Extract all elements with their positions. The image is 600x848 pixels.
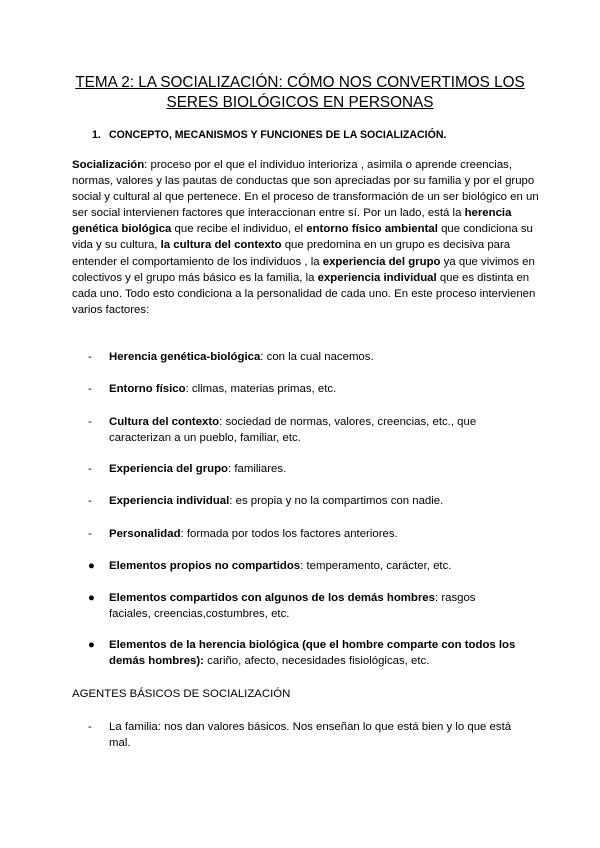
list-marker: - xyxy=(88,495,92,507)
list-item-desc: : temperamento, carácter, etc. xyxy=(300,560,452,572)
list-item-text: La familia: nos dan valores básicos. Nos enseñan lo que está bien y lo que está mal. xyxy=(109,721,512,749)
list-marker: ● xyxy=(88,592,95,604)
list-item-desc: : familiares. xyxy=(228,463,287,475)
list-marker: ● xyxy=(88,639,95,651)
list-item-text xyxy=(109,461,513,477)
intro-paragraph xyxy=(72,157,544,318)
section-heading xyxy=(92,128,552,142)
list-item-text xyxy=(109,590,509,622)
list-item-text xyxy=(109,493,513,509)
list-marker: - xyxy=(88,528,92,540)
list-item-desc: : rasgos faciales, creencias,costumbres, etc. xyxy=(109,592,476,620)
list-item-text xyxy=(109,526,513,542)
list-item-term: Personalidad xyxy=(109,528,181,540)
list-item-desc: : sociedad de normas, valores, creencias, etc., que caracterizan a un pueblo, familiar, etc. xyxy=(109,416,477,444)
section-title: CONCEPTO, MECANISMOS Y FUNCIONES DE LA SOCIALIZACIÓN. xyxy=(109,129,447,141)
list-item-term: Herencia genética-biológica xyxy=(109,351,261,363)
list-item-text xyxy=(109,558,513,574)
paragraph-bold: experiencia del grupo xyxy=(322,255,441,268)
list-item-text xyxy=(109,349,513,365)
paragraph-text: que es distinta en cada uno. Todo esto condiciona a la personalidad de cada uno. En este proceso intervienen varios factores: xyxy=(72,271,536,316)
list-marker: - xyxy=(88,463,92,475)
paragraph-bold: la cultura del contexto xyxy=(160,239,282,252)
list-item-term: Elementos de la herencia biológica (que el hombre comparte con todos los demás hombres): xyxy=(109,639,516,667)
list-item-term: Experiencia individual xyxy=(109,495,230,507)
list-item-text xyxy=(109,637,529,669)
paragraph-text: que predomina en un grupo es decisiva para entender el comportamiento de los individuos , la xyxy=(72,239,511,268)
paragraph-bold: entorno físico ambiental xyxy=(306,223,438,236)
list-marker: - xyxy=(88,383,92,395)
section-number: 1. xyxy=(92,129,101,141)
list-item-desc: cariño, afecto, necesidades fisiológicas, etc. xyxy=(203,655,430,667)
list-item-desc: : formada por todos los factores anteriores. xyxy=(180,528,398,540)
list-item-text xyxy=(109,414,499,446)
list-item-desc: : climas, materias primas, etc. xyxy=(185,383,337,395)
list-marker: ● xyxy=(88,560,95,572)
paragraph-text: : proceso por el que el individuo interioriza , asimila o aprende creencias, normas, valores y las pautas de conductas que son apreciadas por su familia y por el grupo social y cultural al que pertenece. En el proceso de transformación de un ser biológico en un ser social intervienen factores que interaccionan entre sí. Por un lado, está la xyxy=(72,159,539,220)
paragraph-bold: experiencia individual xyxy=(317,271,437,284)
paragraph-text: ya que vivimos en colectivos y el grupo más básico es la familia, la xyxy=(72,255,535,284)
paragraph-text: que condiciona su vida y su cultura, xyxy=(72,223,533,252)
page-title: TEMA 2: LA SOCIALIZACIÓN: CÓMO NOS CONVERTIMOS LOS SERES BIOLÓGICOS EN PERSONAS xyxy=(75,74,525,111)
list-item-term: Experiencia del grupo xyxy=(109,463,229,475)
list-item-term: Entorno físico xyxy=(109,383,186,395)
paragraph-text: que recibe el individuo, el xyxy=(171,223,307,236)
term-socializacion: Socialización xyxy=(72,159,145,171)
paragraph-bold: herencia genética biológica xyxy=(72,207,512,236)
list-marker: - xyxy=(88,351,92,363)
list-marker: - xyxy=(88,416,92,428)
list-item-term: Cultura del contexto xyxy=(109,416,220,428)
list-marker: - xyxy=(88,721,92,733)
list-item-desc: : es propia y no la compartimos con nadie. xyxy=(229,495,444,507)
list-item-term: Elementos propios no compartidos xyxy=(109,560,301,572)
list-item-term: Elementos compartidos con algunos de los demás hombres xyxy=(109,592,435,604)
agents-heading: AGENTES BÁSICOS DE SOCIALIZACIÓN xyxy=(72,688,291,700)
list-item-desc: : con la cual nacemos. xyxy=(260,351,374,363)
list-item-text xyxy=(109,381,513,397)
